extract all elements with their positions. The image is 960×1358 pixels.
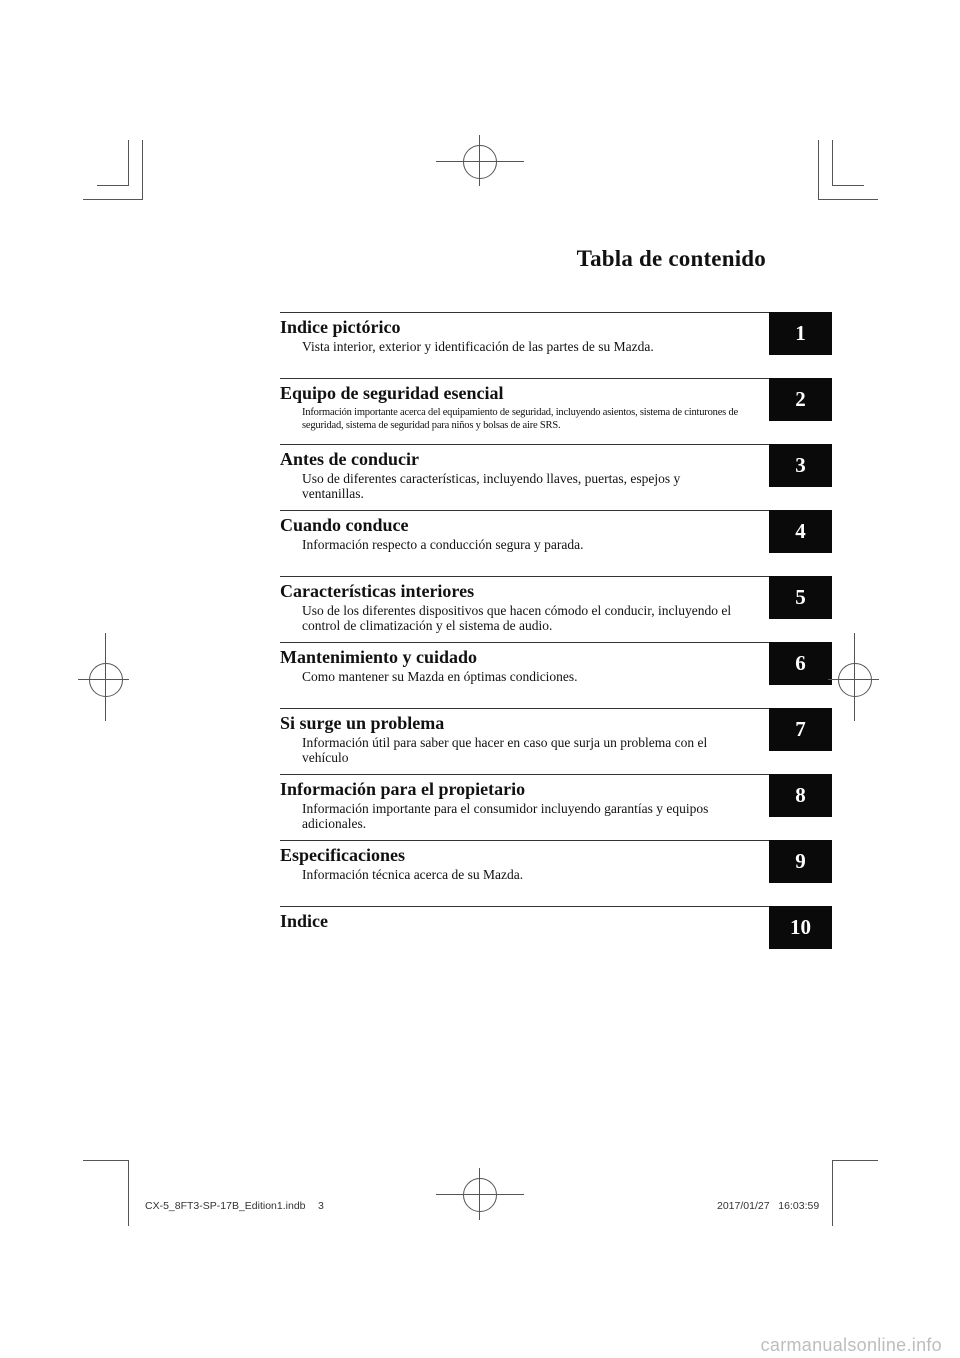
crop-mark bbox=[83, 1160, 129, 1161]
toc-section-title[interactable]: Información para el propietario bbox=[280, 779, 526, 799]
registration-crosshair bbox=[436, 1194, 524, 1195]
toc-section-tab[interactable]: 10 bbox=[769, 906, 832, 949]
crop-mark bbox=[818, 199, 878, 200]
toc-section-5[interactable] bbox=[280, 576, 832, 633]
toc-section-title[interactable]: Indice pictórico bbox=[280, 317, 401, 337]
toc-section-tab[interactable]: 1 bbox=[769, 312, 832, 355]
registration-crosshair bbox=[479, 135, 480, 186]
toc-section-tab[interactable]: 3 bbox=[769, 444, 832, 487]
crop-mark bbox=[128, 140, 129, 186]
crop-mark bbox=[97, 185, 129, 186]
toc-section-9[interactable] bbox=[280, 840, 832, 884]
footer-timestamp: 2017/01/27 16:03:59 bbox=[717, 1200, 820, 1212]
toc-section-4[interactable] bbox=[280, 510, 832, 554]
toc-section-title[interactable]: Mantenimiento y cuidado bbox=[280, 647, 478, 667]
toc-section-description: Información importante acerca del equipamiento de seguridad, incluyendo asientos, sistema de cinturones de seguridad, sistema de seguridad para niños y bolsas de aire SRS. bbox=[302, 407, 738, 431]
registration-crosshair bbox=[105, 633, 106, 721]
toc-section-6[interactable] bbox=[280, 642, 832, 686]
registration-circle-icon bbox=[463, 1178, 497, 1212]
toc-section-title[interactable]: Antes de conducir bbox=[280, 449, 419, 469]
registration-crosshair bbox=[854, 633, 855, 721]
registration-crosshair bbox=[436, 161, 524, 162]
watermark: carmanualsonline.info bbox=[760, 1335, 942, 1355]
crop-mark bbox=[818, 140, 819, 200]
registration-circle-icon bbox=[838, 663, 872, 697]
toc-section-description: Uso de diferentes características, incluyendo llaves, puertas, espejos y ventanillas. bbox=[302, 471, 681, 501]
crop-mark bbox=[83, 199, 143, 200]
registration-circle-icon bbox=[89, 663, 123, 697]
toc-section-description: Como mantener su Mazda en óptimas condiciones. bbox=[302, 669, 578, 684]
toc-section-description: Vista interior, exterior y identificación de las partes de su Mazda. bbox=[302, 339, 654, 354]
toc-section-description: Uso de los diferentes dispositivos que hacen cómodo el conducir, incluyendo el control de climatización y el sistema de audio. bbox=[302, 603, 732, 633]
footer-file-name: CX-5_8FT3-SP-17B_Edition1.indb bbox=[145, 1200, 306, 1212]
toc-section-title[interactable]: Cuando conduce bbox=[280, 515, 409, 535]
crop-mark bbox=[832, 185, 864, 186]
toc-section-title[interactable]: Si surge un problema bbox=[280, 713, 445, 733]
toc-section-2[interactable] bbox=[280, 378, 832, 431]
toc-section-8[interactable] bbox=[280, 774, 832, 831]
footer-page-number: 3 bbox=[318, 1200, 324, 1212]
registration-crosshair bbox=[78, 679, 129, 680]
toc-section-7[interactable] bbox=[280, 708, 832, 765]
toc-section-tab[interactable]: 7 bbox=[769, 708, 832, 751]
toc-section-title[interactable]: Características interiores bbox=[280, 581, 475, 601]
toc-section-title[interactable]: Indice bbox=[280, 911, 329, 931]
toc-section-description: Información técnica acerca de su Mazda. bbox=[302, 867, 524, 882]
registration-circle-icon bbox=[463, 145, 497, 179]
crop-mark bbox=[832, 1160, 878, 1161]
registration-crosshair bbox=[479, 1168, 480, 1220]
toc-section-tab[interactable]: 2 bbox=[769, 378, 832, 421]
toc-section-tab[interactable]: 4 bbox=[769, 510, 832, 553]
crop-mark bbox=[832, 1160, 833, 1226]
crop-mark bbox=[832, 140, 833, 186]
toc-section-tab[interactable]: 8 bbox=[769, 774, 832, 817]
toc-section-3[interactable] bbox=[280, 444, 832, 501]
toc-section-description: Información importante para el consumidor incluyendo garantías y equipos adicionales. bbox=[302, 801, 709, 831]
crop-mark bbox=[142, 140, 143, 200]
toc-section-10[interactable] bbox=[280, 906, 832, 950]
toc-section-tab[interactable]: 6 bbox=[769, 642, 832, 685]
toc-section-tab[interactable]: 9 bbox=[769, 840, 832, 883]
page-title: Tabla de contenido bbox=[576, 246, 766, 271]
toc-section-title[interactable]: Especificaciones bbox=[280, 845, 405, 865]
crop-mark bbox=[128, 1160, 129, 1226]
toc-section-title[interactable]: Equipo de seguridad esencial bbox=[280, 383, 504, 403]
toc-section-tab[interactable]: 5 bbox=[769, 576, 832, 619]
toc-section-1[interactable] bbox=[280, 312, 832, 356]
toc-section-description: Información útil para saber que hacer en caso que surja un problema con el vehículo bbox=[302, 735, 708, 765]
toc-section-description: Información respecto a conducción segura y parada. bbox=[302, 537, 584, 552]
